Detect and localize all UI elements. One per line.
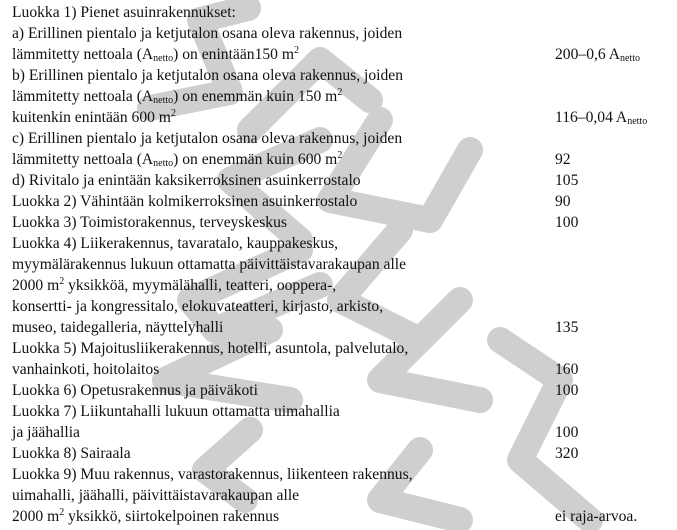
value-1b [555,107,675,128]
heading-luokka-1 [12,2,552,23]
line-luokka-4-cont: myymälärakennus lukuun ottamatta päivittäistavarakaupan alle [12,256,407,273]
line-1a [12,23,552,44]
text: ) on enemmän kuin 600 m [173,151,338,168]
text: 2000 m [12,277,60,294]
subscript: netto [619,53,640,64]
subscript: netto [153,53,174,64]
line-luokka-6: Luokka 6) Opetusrakennus ja päiväkoti [12,382,258,399]
line-luokka-4-cont [12,275,552,296]
text: Luokka 1) Pienet asuinrakennukset: [12,4,236,21]
line-1d: d) Rivitalo ja enintään kaksikerroksinen asuinkerrostalo [12,172,361,189]
superscript: 2 [59,507,65,518]
line-luokka-9: Luokka 9) Muu rakennus, varastorakennus, liikenteen rakennus, [12,466,413,483]
text: b) Erillinen pientalo ja ketjutalon osana oleva rakennus, joiden [12,67,404,84]
value-luokka-2: 90 [555,193,571,210]
line-luokka-2: Luokka 2) Vähintään kolmikerroksinen asuinkerrostalo [12,193,358,210]
value-1a [555,44,675,65]
text: 2000 m [12,508,60,525]
line-1c-area [12,149,552,170]
subscript: netto [153,95,174,106]
line-luokka-7: Luokka 7) Liikuntahalli lukuun ottamatta uimahallia [12,403,340,420]
text: lämmitetty nettoala (A [12,88,154,105]
subscript: netto [627,116,648,127]
line-luokka-4: Luokka 4) Liikerakennus, tavaratalo, kauppakeskus, [12,235,339,252]
line-luokka-9-cont: uimahalli, jäähalli, päivittäistavarakaupan alle [12,487,300,504]
text: ) on enemmän kuin 150 m [173,88,338,105]
line-luokka-5: Luokka 5) Majoitusliikerakennus, hotelli, asuntola, palvelutalo, [12,340,409,357]
value-luokka-7: 100 [555,424,579,441]
value-luokka-3: 100 [555,214,579,231]
line-1b-area [12,86,552,107]
subscript: netto [153,158,174,169]
line-1b-limit [12,107,552,128]
line-luokka-5-cont: vanhainkoti, hoitolaitos [12,361,160,378]
value-1c: 92 [555,151,571,168]
superscript: 2 [59,276,65,287]
value-1d: 105 [555,172,579,189]
text: 200–0,6 A [555,46,620,63]
line-luokka-3: Luokka 3) Toimistorakennus, terveyskeskus [12,214,287,231]
text: kuitenkin enintään 600 m [12,109,171,126]
text: ) on enintään150 m [173,46,294,63]
text: yksikkö, siirtokelpoinen rakennus [64,508,280,525]
line-1b [12,65,552,86]
value-luokka-8: 320 [555,445,579,462]
text: lämmitetty nettoala (A [12,46,154,63]
superscript: 2 [337,150,343,161]
value-luokka-4: 135 [555,319,579,336]
text: c) Erillinen pientalo ja ketjutalon osana oleva rakennus, joiden [12,130,403,147]
superscript: 2 [294,45,299,56]
line-luokka-7-cont: ja jäähallia [12,424,80,441]
superscript: 2 [337,87,343,98]
text: 116–0,04 A [555,109,628,126]
line-1c [12,128,552,149]
value-luokka-5: 160 [555,361,579,378]
text: yksikköä, myymälähalli, teatteri, ooppera-, [64,277,337,294]
text: lämmitetty nettoala (A [12,151,154,168]
value-luokka-6: 100 [555,382,579,399]
line-luokka-8: Luokka 8) Sairaala [12,445,131,462]
line-luokka-9-cont [12,506,552,527]
line-luokka-4-cont: museo, taidegalleria, näyttelyhalli [12,319,224,336]
line-luokka-4-cont: konsertti- ja kongressitalo, elokuvateatteri, kirjasto, arkisto, [12,298,384,315]
text: a) Erillinen pientalo ja ketjutalon osana oleva rakennus, joiden [12,25,403,42]
value-luokka-9: ei raja-arvoa. [555,508,638,525]
superscript: 2 [170,108,176,119]
line-1a-area [12,44,552,65]
